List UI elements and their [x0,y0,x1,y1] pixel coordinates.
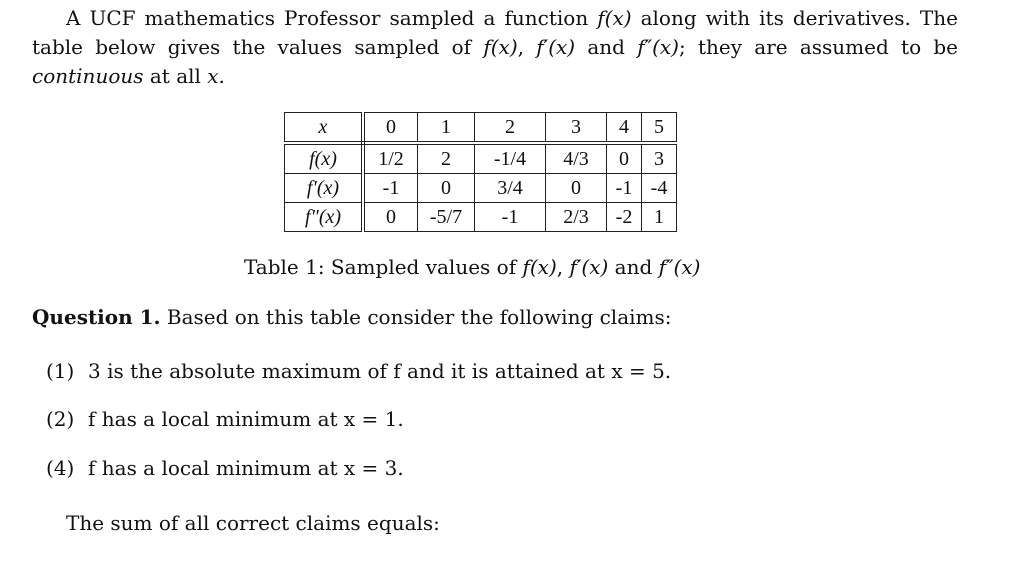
intro-sep-2: and [575,35,638,59]
claim-item [46,406,404,432]
caption-f-double-prime: f″(x) [658,255,701,279]
claim-number: (4) [46,456,75,480]
table-cell: -2 [607,203,642,232]
row-label-f-double-prime: f″(x) [285,203,364,232]
table-cell: 1/2 [363,143,418,174]
table-header-cell: 3 [546,113,607,144]
table-row [285,143,677,174]
table-cell: -1 [363,174,418,203]
claim-item [46,455,404,481]
table-row [285,174,677,203]
question-label: Question 1. [32,305,161,329]
math-x: x [207,64,219,88]
intro-paragraph [32,4,958,91]
table-cell: 2/3 [546,203,607,232]
table-header-cell: 0 [363,113,418,144]
table-cell: 0 [363,203,418,232]
caption-f: f(x) [522,255,557,279]
table-cell: -5/7 [418,203,475,232]
table-cell: 4/3 [546,143,607,174]
row-label-f-prime: f′(x) [285,174,364,203]
row-label-f: f(x) [285,143,364,174]
table-header-cell: x [285,113,364,144]
claim-item [46,358,671,384]
table-cell: 1 [642,203,677,232]
table-cell: 0 [546,174,607,203]
intro-text-1: A UCF mathematics Professor sampled a function [66,6,598,30]
table-cell: 0 [418,174,475,203]
caption-prefix: Table 1: Sampled values of [244,255,523,279]
table-cell: -1 [475,203,546,232]
continuous-word: continuous [32,64,144,88]
table-cell: -4 [642,174,677,203]
intro-period: . [218,64,225,88]
claim-text: f has a local minimum at x = 1. [88,407,404,431]
values-table-container [284,112,677,232]
table-cell: 3/4 [475,174,546,203]
table-caption [244,254,700,280]
claim-text: f has a local minimum at x = 3. [88,456,404,480]
sum-prompt: The sum of all correct claims equals: [66,511,440,535]
table-header-cell: 2 [475,113,546,144]
table-cell: 2 [418,143,475,174]
math-f-double-prime: f″(x) [637,35,679,59]
math-f: f(x) [597,6,632,30]
math-f: f(x) [483,35,518,59]
caption-sep-1: , [556,255,570,279]
caption-f-prime: f′(x) [569,255,609,279]
values-table [284,112,677,232]
intro-text-3: ; they are assumed to be [678,35,959,59]
intro-text-4: at all [143,64,208,88]
table-cell: 3 [642,143,677,174]
table-header-cell: 1 [418,113,475,144]
math-f-prime: f′(x) [536,35,576,59]
table-cell: 0 [607,143,642,174]
question-heading [32,304,672,330]
table-cell: -1 [607,174,642,203]
table-header-cell: 4 [607,113,642,144]
intro-text-2: along with its derivatives. The table below gives the values sampled of [32,6,958,59]
table-header-row [285,113,677,144]
table-row [285,203,677,232]
question-text: Based on this table consider the following claims: [160,305,672,329]
intro-sep-1: , [517,35,537,59]
claim-number: (2) [46,407,75,431]
table-header-cell: 5 [642,113,677,144]
claim-text: 3 is the absolute maximum of f and it is attained at x = 5. [88,359,672,383]
claim-number: (1) [46,359,75,383]
caption-sep-2: and [608,255,659,279]
table-cell: -1/4 [475,143,546,174]
